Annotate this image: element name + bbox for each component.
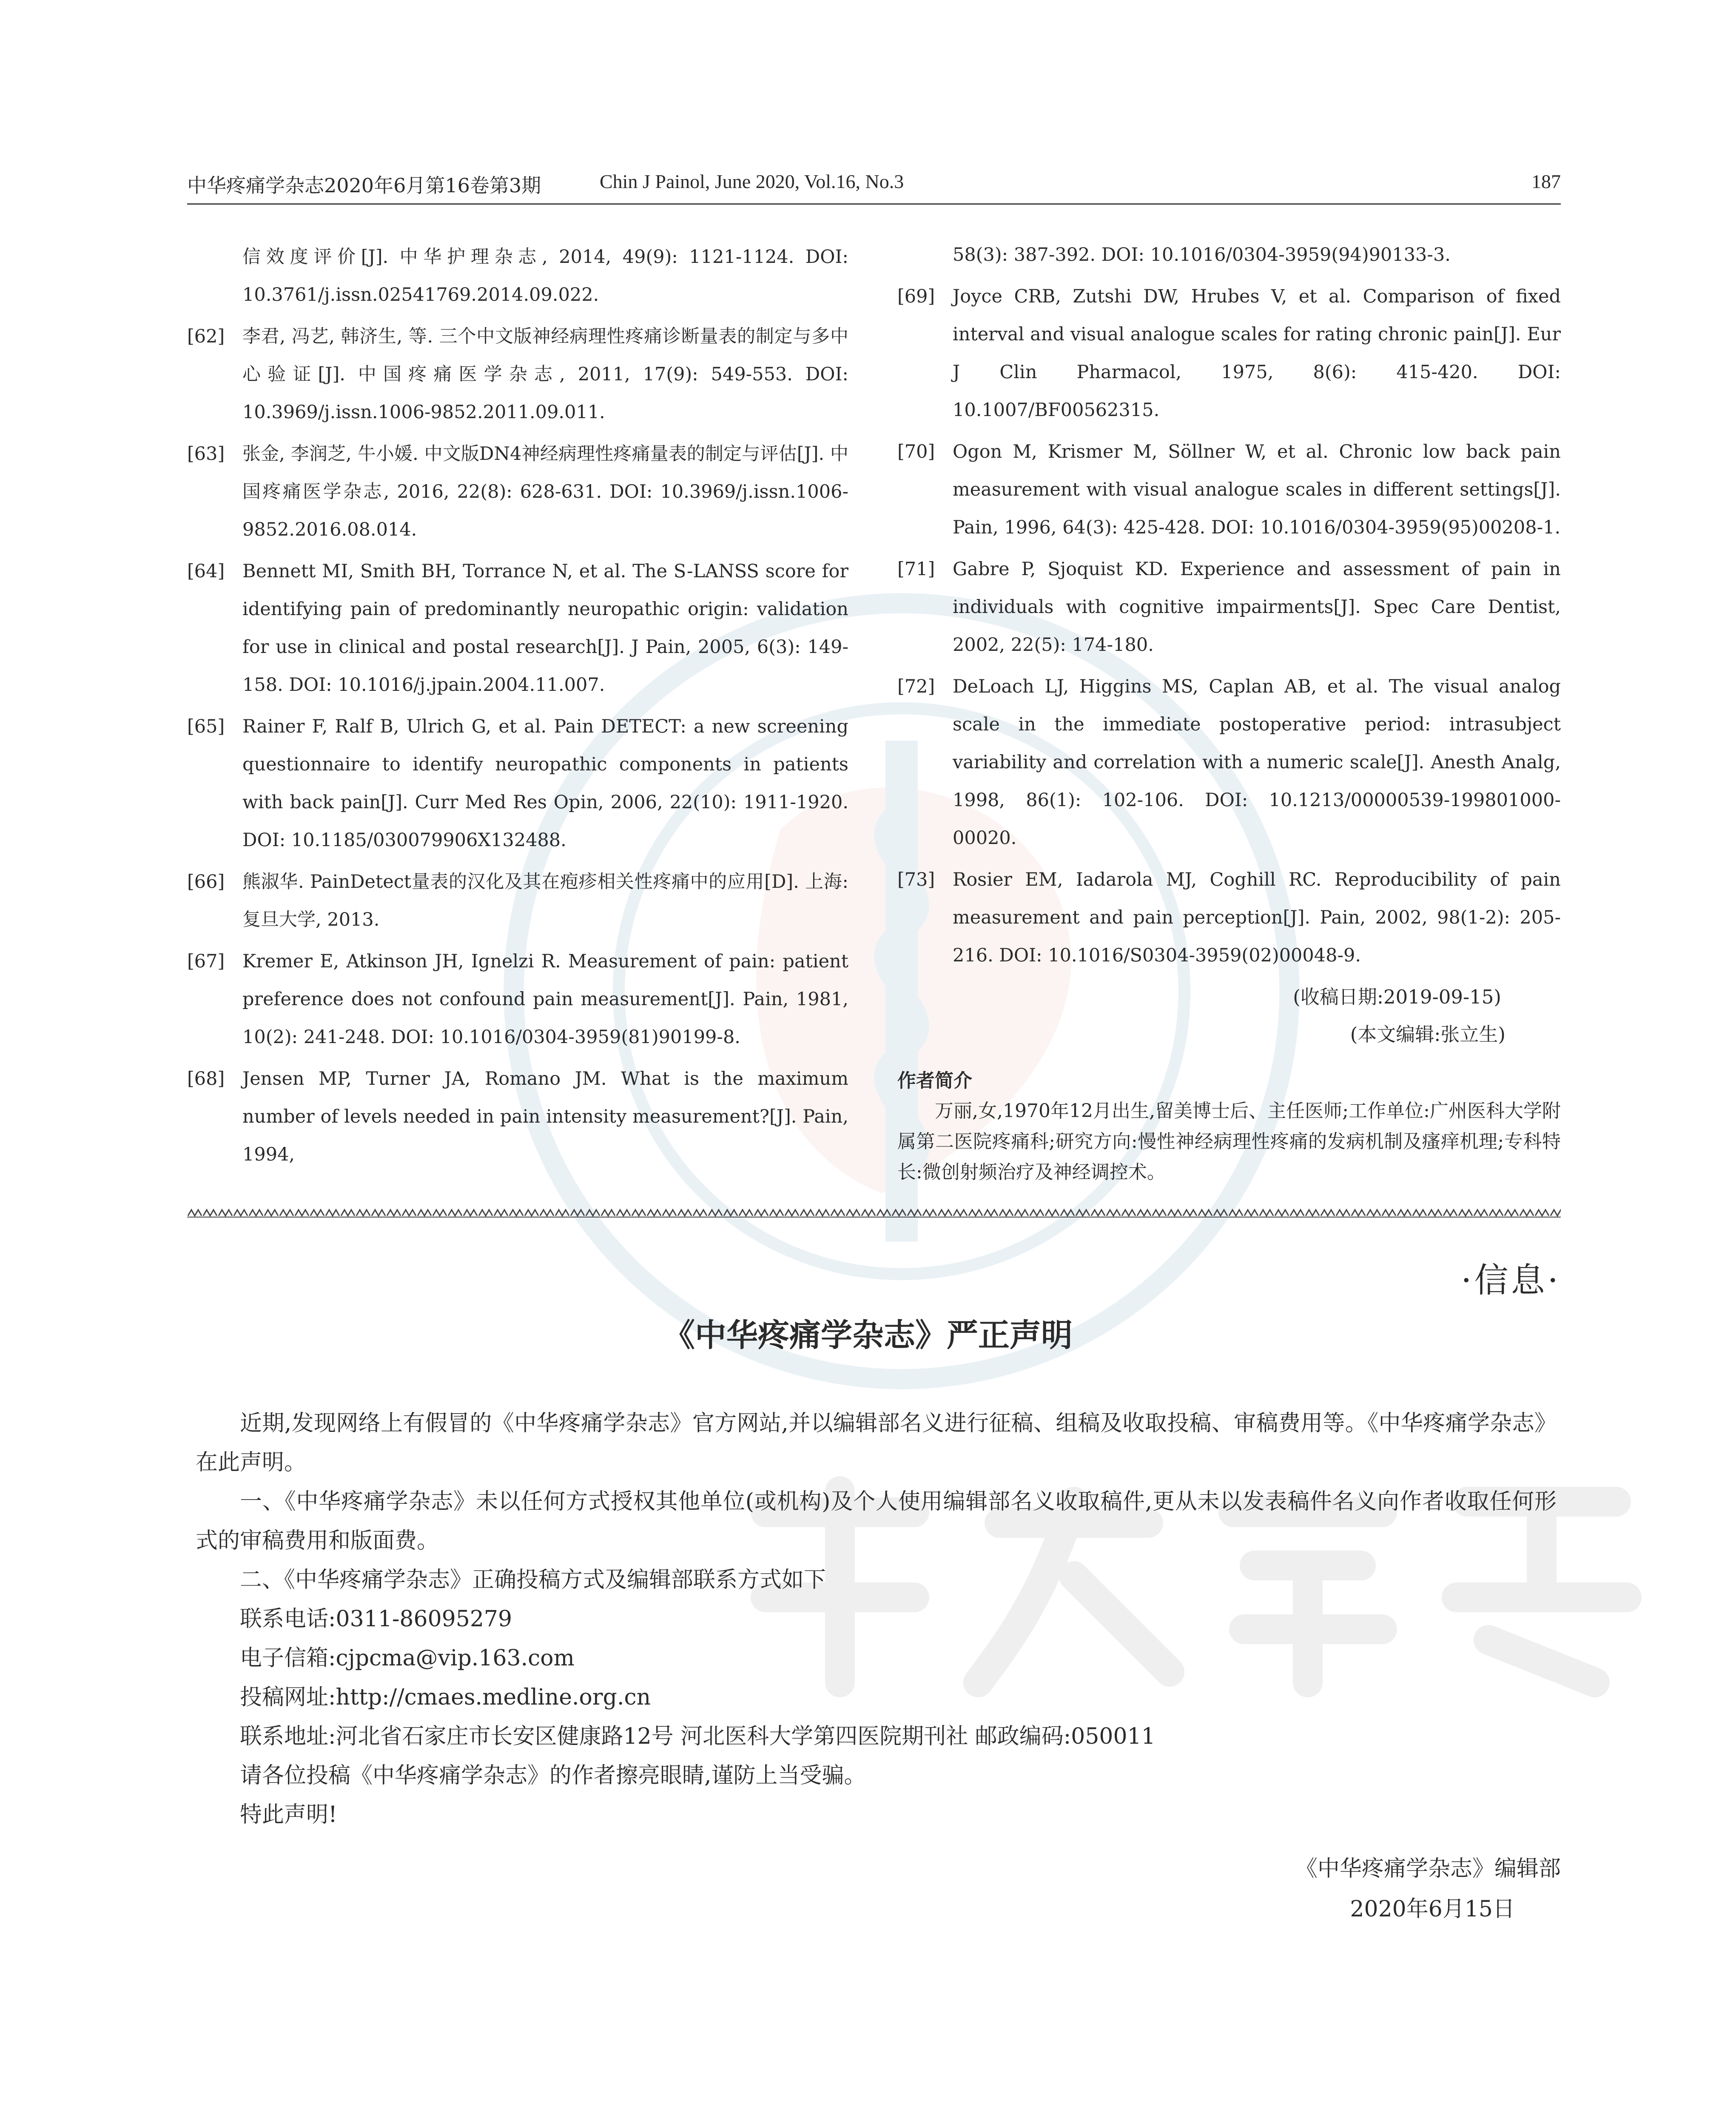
reference-item: [63] 张金, 李润芝, 牛小媛. 中文版DN4神经病理性疼痛量表的制定与评估[J]. 中国疼痛医学杂志, 2016, 22(8): 628-631. DOI: 10.3969/j.issn.1006-9852.2016.08.014. xyxy=(187,443,848,540)
reference-item: [73] Rosier EM, Iadarola MJ, Coghill RC. Reproducibility of pain measurement and pain perception[J]. Pain, 2002, 98(1-2): 205-216. DOI: 10.1016/S0304-3959(02)00048-9. xyxy=(897,869,1561,966)
reference-item: [72] DeLoach LJ, Higgins MS, Caplan AB, et al. The visual analog scale in the immediate postoperative period: intrasubject variability and correlation with a numeric scale[J]. Anesth Analg, 1998, 86(1): 102-106. DOI: 10.1213/00000539-199801000-00020. xyxy=(897,676,1561,849)
references-left-column xyxy=(187,238,848,1178)
notice-body xyxy=(196,1404,1557,1834)
reference-item: [70] Ogon M, Krismer M, Söllner W, et al. Chronic low back pain measurement with visual analogue scales in different settings[J]. Pain, 1996, 64(3): 425-428. DOI: 10.1016/0304-3959(95)00208-1. xyxy=(897,441,1561,538)
contact-address: 联系地址:河北省石家庄市长安区健康路12号 河北医科大学第四医院期刊社 邮政编码:050011 xyxy=(240,1724,1155,1749)
section-divider xyxy=(187,1207,1561,1218)
reference-item: 58(3): 387-392. DOI: 10.1016/0304-3959(94)90133-3. xyxy=(953,244,1451,265)
section-tag: ·信息· xyxy=(1461,1260,1561,1300)
author-bio-text: 万丽,女,1970年12月出生,留美博士后、主任医师;工作单位:广州医科大学附属第二医院疼痛科;研究方向:慢性神经病理性疼痛的发病机制及瘙痒机理;专科特长:微创射频治疗及神经调控术。 xyxy=(897,1100,1561,1183)
references-right-column xyxy=(897,236,1561,1188)
reference-item: [66] 熊淑华. PainDetect量表的汉化及其在疱疹相关性疼痛中的应用[D]. 上海: 复旦大学, 2013. xyxy=(187,871,848,930)
reference-item: [71] Gabre P, Sjoquist KD. Experience and assessment of pain in individuals with cognitive impairments[J]. Spec Care Dentist, 2002, 22(5): 174-180. xyxy=(897,559,1561,656)
page-number: 187 xyxy=(1531,171,1561,192)
notice-paragraph: 一、《中华疼痛学杂志》未以任何方式授权其他单位(或机构)及个人使用编辑部名义收取稿件,更从未以发表稿件名义向作者收取任何形式的审稿费用和版面费。 xyxy=(196,1489,1557,1554)
journal-title-en: Chin J Painol, June 2020, Vol.16, No.3 xyxy=(600,171,904,192)
author-bio-heading: 作者简介 xyxy=(897,1070,972,1092)
reference-item: [68] Jensen MP, Turner JA, Romano JM. What is the maximum number of levels needed in pain intensity measurement?[J]. Pain, 1994, xyxy=(187,1068,848,1165)
notice-closing: 特此声明! xyxy=(240,1802,337,1828)
signature-date: 2020年6月15日 xyxy=(1350,1896,1515,1922)
journal-title-cn: 中华疼痛学杂志2020年6月第16卷第3期 xyxy=(187,174,541,197)
notice-paragraph: 二、《中华疼痛学杂志》正确投稿方式及编辑部联系方式如下 xyxy=(240,1567,826,1593)
notice-warning: 请各位投稿《中华疼痛学杂志》的作者擦亮眼睛,谨防上当受骗。 xyxy=(240,1763,866,1788)
reference-item: [64] Bennett MI, Smith BH, Torrance N, et al. The S-LANSS score for identifying pain of predominantly neuropathic origin: validation for use in clinical and postal research[J]. J Pain, 2005, 6(3): 149-158. DOI: 10.1016/j.jpain.2004.11.007. xyxy=(187,561,848,696)
running-header xyxy=(187,170,1561,204)
notice-paragraph: 近期,发现网络上有假冒的《中华疼痛学杂志》官方网站,并以编辑部名义进行征稿、组稿及收取投稿、审稿费用等。《中华疼痛学杂志》在此声明。 xyxy=(196,1411,1557,1475)
reference-item: 信效度评价[J]. 中华护理杂志, 2014, 49(9): 1121-1124. DOI: 10.3761/j.issn.02541769.2014.09.022. xyxy=(242,246,848,305)
article-editor: (本文编辑:张立生) xyxy=(1350,1023,1505,1046)
reference-item: [62] 李君, 冯艺, 韩济生, 等. 三个中文版神经病理性疼痛诊断量表的制定与多中心验证[J]. 中国疼痛医学杂志, 2011, 17(9): 549-553. DOI: 10.3969/j.issn.1006-9852.2011.09.011. xyxy=(187,326,848,423)
reference-item: [65] Rainer F, Ralf B, Ulrich G, et al. Pain DETECT: a new screening questionnaire to identify neuropathic components in patients with back pain[J]. Curr Med Res Opin, 2006, 22(10): 1911-1920. DOI: 10.1185/030079906X132488. xyxy=(187,716,848,851)
notice-title: 《中华疼痛学杂志》严正声明 xyxy=(663,1317,1073,1354)
submission-website: 投稿网址:http://cmaes.medline.org.cn xyxy=(240,1685,651,1710)
received-date: (收稿日期:2019-09-15) xyxy=(1293,986,1501,1008)
reference-item: [69] Joyce CRB, Zutshi DW, Hrubes V, et al. Comparison of fixed interval and visual analogue scales for rating chronic pain[J]. Eur J Clin Pharmacol, 1975, 8(6): 415-420. DOI: 10.1007/BF00562315. xyxy=(897,286,1561,421)
reference-item: [67] Kremer E, Atkinson JH, Ignelzi R. Measurement of pain: patient preference does not confound pain measurement[J]. Pain, 1981, 10(2): 241-248. DOI: 10.1016/0304-3959(81)90199-8. xyxy=(187,951,848,1048)
signature-organization: 《中华疼痛学杂志》编辑部 xyxy=(1295,1856,1561,1882)
header-rule xyxy=(187,203,1561,205)
contact-phone: 联系电话:0311-86095279 xyxy=(240,1606,512,1632)
contact-email: 电子信箱:cjpcma@vip.163.com xyxy=(240,1645,575,1671)
